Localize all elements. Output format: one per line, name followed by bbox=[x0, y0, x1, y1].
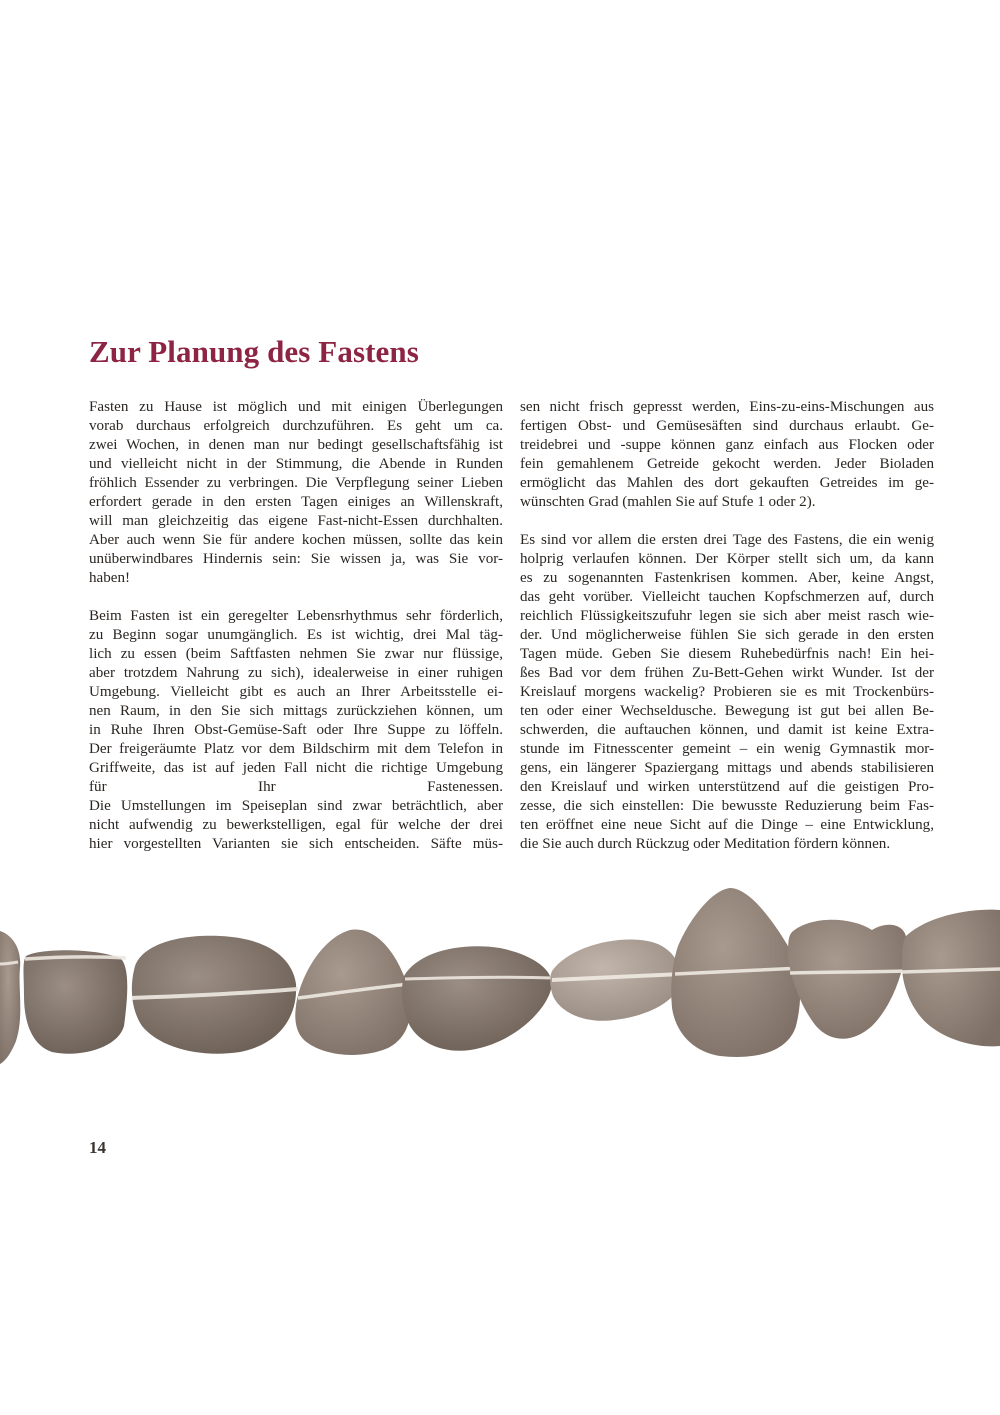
text-line: wünschten Grad (mahlen Sie auf Stufe 1 oder 2). bbox=[520, 494, 816, 510]
text-line: Tagen müde. Geben Sie diesem Ruhebedürfnis nach! Ein hei- bbox=[520, 646, 934, 662]
stone bbox=[550, 940, 682, 1021]
stone bbox=[671, 888, 802, 1057]
stone bbox=[24, 950, 128, 1053]
text-line: schwerden, die auftauchen können, und damit ist keine Extra- bbox=[520, 722, 934, 738]
text-line: fein gemahlenem Getreide gekocht werden. Jeder Bioladen bbox=[520, 456, 934, 472]
stone bbox=[132, 936, 298, 1054]
text-line: lich zu essen (beim Saftfasten nehmen Sie zwar nur flüssige, bbox=[89, 646, 503, 662]
text-line: unüberwindbares Hindernis sein: Sie wissen ja, was Sie vor- bbox=[89, 551, 503, 567]
text-line: Aber auch wenn Sie für andere kochen müssen, sollte das kein bbox=[89, 532, 503, 548]
text-line: sen nicht frisch gepresst werden, Eins-zu-eins-Mischungen aus bbox=[520, 399, 934, 415]
text-line: das geht vorüber. Vielleicht tauchen Kopfschmerzen auf, durch bbox=[520, 589, 934, 605]
page-number: 14 bbox=[89, 1138, 106, 1157]
paragraph-gap bbox=[520, 512, 934, 531]
text-line: zwei Wochen, in denen man nur bedingt gesellschaftsfähig ist bbox=[89, 437, 503, 453]
text-line: die Sie auch durch Rückzug oder Meditation fördern können. bbox=[520, 836, 891, 852]
text-line: Griffweite, das ist auf jeden Fall nicht die richtige Umgebung bbox=[89, 760, 503, 776]
text-line: nen Raum, in den Sie sich mittags zurückziehen können, um bbox=[89, 703, 503, 719]
page-title: Zur Planung des Fastens bbox=[89, 334, 419, 369]
text-line: Fasten zu Hause ist möglich und mit einigen Überlegungen bbox=[89, 399, 503, 415]
text-line: reichlich Flüssigkeitszufuhr legen sie sich aber meist rasch wie- bbox=[520, 608, 934, 624]
text-line: nicht aufwendig zu bewerkstelligen, egal für welche der drei bbox=[89, 817, 503, 833]
text-line: den Kreislauf und wirken unterstützend auf die geistigen Pro- bbox=[520, 779, 934, 795]
text-line: fröhlich Essender zu verbringen. Die Verpflegung seiner Lieben bbox=[89, 475, 503, 491]
text-line: zu Beginn sogar unumgänglich. Es ist wichtig, drei Mal täg- bbox=[89, 627, 503, 643]
text-line: treidebrei und -suppe können ganz einfach aus Flocken oder bbox=[520, 437, 934, 453]
text-line: Die Umstellungen im Speiseplan sind zwar beträchtlich, aber bbox=[89, 798, 503, 814]
stone bbox=[0, 931, 20, 1064]
text-line: gens, ein längerer Spaziergang mittags und abends stabilisieren bbox=[520, 760, 934, 776]
stone bbox=[295, 929, 410, 1054]
text-line: will man gleichzeitig das eigene Fast-nicht-Essen durchhalten. bbox=[89, 513, 503, 529]
text-line: fertigen Obst- und Gemüsesäften sind durchaus erlaubt. Ge- bbox=[520, 418, 934, 434]
text-column-right bbox=[520, 398, 934, 854]
text-line: aber trotzdem Nahrung zu sich), idealerweise in einer ruhigen bbox=[89, 665, 503, 681]
text-line: holprig verlaufen können. Der Körper stellt sich um, da kann bbox=[520, 551, 934, 567]
text-line: für Ihr Fastenessen. bbox=[89, 779, 503, 795]
text-line: Der freigeräumte Platz vor dem Bildschirm mit dem Telefon in bbox=[89, 741, 503, 757]
text-line: Umgebung. Vielleicht gibt es auch an Ihrer Arbeitsstelle ei- bbox=[89, 684, 503, 700]
text-line: stunde im Fitnesscenter gemeint – ein wenig Gymnastik mor- bbox=[520, 741, 934, 757]
text-line: haben! bbox=[89, 570, 131, 586]
text-line: der. Und möglicherweise fühlen Sie sich gerade in den ersten bbox=[520, 627, 934, 643]
stone bbox=[402, 946, 553, 1050]
text-line: erfordert gerade in den ersten Tagen einiges an Willenskraft, bbox=[89, 494, 503, 510]
stone bbox=[902, 910, 1000, 1047]
text-line: hier vorgestellten Varianten sie sich entscheiden. Säfte müs- bbox=[89, 836, 503, 852]
text-line: ten eröffnet eine neue Sicht auf die Dinge – eine Entwicklung, bbox=[520, 817, 934, 833]
text-line: ermöglicht das Mahlen des dort gekauften Getreides im ge- bbox=[520, 475, 934, 491]
text-line: und vielleicht nicht in der Stimmung, die Abende in Runden bbox=[89, 456, 503, 472]
text-line: ten oder einer Wechseldusche. Bewegung ist gut bei allen Be- bbox=[520, 703, 934, 719]
stones-photo bbox=[0, 876, 1000, 1106]
text-line: zesse, die sich einstellen: Die bewusste Reduzierung beim Fas- bbox=[520, 798, 934, 814]
text-line: ßes Bad vor dem frühen Zu-Bett-Gehen wirkt Wunder. Ist der bbox=[520, 665, 934, 681]
text-line: Kreislauf morgens wackelig? Probieren sie es mit Trockenbürs- bbox=[520, 684, 934, 700]
text-line: Beim Fasten ist ein geregelter Lebensrhythmus sehr förderlich, bbox=[89, 608, 503, 624]
text-column-left bbox=[89, 398, 503, 854]
text-line: in Ruhe Ihren Obst-Gemüse-Saft oder Ihre Suppe zu löffeln. bbox=[89, 722, 503, 738]
text-line: vorab durchaus erfolgreich durchzuführen. Es geht um ca. bbox=[89, 418, 503, 434]
text-line: Es sind vor allem die ersten drei Tage des Fastens, die ein wenig bbox=[520, 532, 934, 548]
text-line: es zu sogenannten Fastenkrisen kommen. Aber, keine Angst, bbox=[520, 570, 934, 586]
stone bbox=[788, 920, 906, 1039]
paragraph-gap bbox=[89, 588, 503, 607]
